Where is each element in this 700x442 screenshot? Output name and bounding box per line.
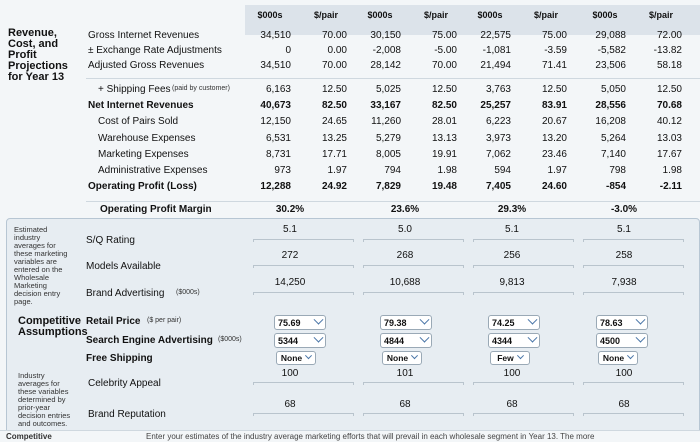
cost-cell: 40.12 — [656, 116, 682, 128]
industry-estimate-slider-tick — [363, 239, 364, 242]
industry-estimate-slider-track — [583, 239, 683, 240]
retail-price-select[interactable] — [596, 315, 648, 330]
industry-estimate-slider-tick — [683, 292, 684, 295]
industry-estimate-slider-track — [473, 292, 573, 293]
industry-estimate-value: 5.1 — [617, 224, 631, 235]
industry-prior-note: Industry averages for these variables determined by prior-year decision entries and outcomes. — [18, 371, 71, 428]
industry-estimate-value: 256 — [503, 250, 521, 261]
revenue-cell: -13.82 — [653, 45, 682, 56]
cost-cell: 17.71 — [321, 148, 347, 160]
industry-prior-value: 68 — [618, 399, 630, 410]
industry-estimate-slider-track — [363, 292, 463, 293]
industry-prior-slider-tick — [363, 382, 364, 385]
competitive-assumptions-title: Competitive Assumptions — [18, 315, 88, 338]
seo-value: 4500 — [600, 335, 621, 346]
column-header: $000s — [367, 10, 393, 20]
cost-row-note: (paid by customer) — [172, 85, 230, 92]
cost-cell: 83.91 — [541, 100, 567, 112]
industry-prior-value: 100 — [503, 368, 521, 379]
cost-row-label: + Shipping Fees — [98, 84, 171, 95]
cost-cell: 12.50 — [656, 84, 682, 95]
industry-estimate-slider-tick — [353, 292, 354, 295]
industry-prior-slider-track — [473, 413, 573, 414]
cost-row-label: Warehouse Expenses — [98, 132, 196, 144]
industry-estimate-slider-tick — [353, 265, 354, 268]
cost-cell: 12,150 — [260, 116, 291, 128]
column-header: $000s — [592, 10, 618, 20]
industry-estimate-slider-tick — [573, 239, 574, 242]
seo-value: 5344 — [278, 335, 299, 346]
cost-cell: 40,673 — [260, 100, 291, 112]
seo-value: 4844 — [384, 335, 405, 346]
retail-price-select[interactable] — [380, 315, 432, 330]
cost-cell: 973 — [274, 165, 291, 176]
industry-estimate-slider-track — [253, 239, 353, 240]
chevron-down-icon — [636, 333, 646, 343]
industry-estimate-slider-tick — [573, 265, 574, 268]
chevron-down-icon — [420, 315, 430, 325]
cost-cell: 25,257 — [480, 100, 511, 112]
free-shipping-value: None — [386, 353, 409, 363]
industry-prior-slider-tick — [353, 413, 354, 416]
column-header: $000s — [257, 10, 283, 20]
cost-cell: 6,223 — [485, 116, 511, 128]
industry-prior-slider-track — [363, 382, 463, 383]
industry-prior-slider-track — [473, 382, 573, 383]
margin-divider — [86, 201, 700, 202]
cost-cell: 23.46 — [541, 148, 567, 160]
seo-select[interactable] — [380, 333, 432, 348]
seo-value: 4344 — [492, 335, 513, 346]
revenue-cell: 75.00 — [541, 30, 567, 41]
cost-row-label: Marketing Expenses — [98, 148, 189, 160]
industry-prior-slider-tick — [583, 382, 584, 385]
cost-cell: 17.67 — [656, 148, 682, 160]
chevron-down-icon — [420, 333, 430, 343]
operating-margin-value: -3.0% — [610, 204, 638, 215]
seo-unit: ($000s) — [218, 336, 242, 343]
free-shipping-value: None — [280, 353, 303, 363]
industry-prior-slider-tick — [463, 413, 464, 416]
industry-estimate-value: 10,688 — [389, 277, 421, 288]
industry-prior-slider-tick — [253, 382, 254, 385]
seo-select[interactable] — [596, 333, 648, 348]
industry-estimate-label: Models Available — [86, 261, 161, 272]
seo-select[interactable] — [274, 333, 326, 348]
industry-estimate-slider-tick — [253, 239, 254, 242]
revenue-cell: 29,088 — [595, 30, 626, 41]
cost-cell: 8,731 — [265, 148, 291, 160]
revenue-cell: 70.00 — [321, 30, 347, 41]
industry-estimate-value: 272 — [281, 250, 299, 261]
cost-cell: 16,208 — [595, 116, 626, 128]
industry-estimate-slider-track — [583, 292, 683, 293]
operating-margin-value: 23.6% — [390, 204, 420, 215]
industry-estimate-slider-tick — [253, 292, 254, 295]
revenue-cell: 58.18 — [656, 60, 682, 71]
industry-estimate-slider-tick — [473, 292, 474, 295]
footer-left-label: Competitive — [6, 432, 52, 441]
industry-estimate-slider-track — [363, 265, 463, 266]
cost-cell: 5,264 — [600, 132, 626, 144]
revenue-cell: 70.00 — [321, 60, 347, 71]
retail-price-value: 79.38 — [384, 317, 407, 328]
industry-estimate-value: 5.1 — [283, 224, 297, 235]
industry-estimate-value: 5.0 — [398, 224, 412, 235]
revenue-row-label: Gross Internet Revenues — [88, 30, 200, 41]
column-header: $/pair — [423, 10, 448, 20]
industry-prior-slider-tick — [573, 382, 574, 385]
cost-cell: 7,062 — [485, 148, 511, 160]
revenue-cell: 0 — [285, 45, 291, 56]
industry-estimate-slider-tick — [583, 292, 584, 295]
cost-cell: 24.60 — [541, 181, 567, 193]
industry-prior-slider-track — [583, 413, 683, 414]
retail-price-value: 75.69 — [278, 317, 301, 328]
retail-price-value: 78.63 — [600, 317, 623, 328]
retail-price-label: Retail Price — [86, 316, 141, 327]
industry-estimate-label: S/Q Rating — [86, 235, 135, 246]
industry-estimate-slider-tick — [253, 265, 254, 268]
revenue-cell: 71.41 — [541, 60, 567, 71]
cost-cell: 3,763 — [485, 84, 511, 95]
revenue-cell: 30,150 — [370, 30, 401, 41]
industry-estimate-slider-track — [253, 292, 353, 293]
industry-prior-slider-tick — [253, 413, 254, 416]
column-header: $/pair — [313, 10, 338, 20]
operating-margin-value: 29.3% — [497, 204, 527, 215]
revenue-cell: 0.00 — [327, 45, 347, 56]
industry-prior-label: Brand Reputation — [88, 409, 166, 420]
revenue-cell: 34,510 — [260, 30, 291, 41]
revenue-section-title: Revenue, Cost, and Profit Projections for Year 13 — [8, 27, 68, 83]
industry-estimate-slider-tick — [463, 239, 464, 242]
industry-prior-slider-tick — [473, 413, 474, 416]
industry-estimate-slider-tick — [683, 265, 684, 268]
revenue-cell: 22,575 — [480, 30, 511, 41]
free-shipping-select[interactable] — [382, 351, 422, 365]
industry-prior-slider-tick — [683, 413, 684, 416]
industry-estimate-value: 5.1 — [505, 224, 519, 235]
revenue-cell: 34,510 — [260, 60, 291, 71]
industry-estimate-slider-tick — [473, 239, 474, 242]
cost-cell: 7,829 — [375, 181, 401, 193]
retail-price-unit: ($ per pair) — [147, 317, 182, 324]
industry-prior-slider-track — [253, 413, 353, 414]
cost-cell: 1.97 — [327, 165, 347, 176]
industry-prior-slider-tick — [683, 382, 684, 385]
industry-estimate-slider-tick — [683, 239, 684, 242]
cost-cell: 7,140 — [600, 148, 626, 160]
seo-label: Search Engine Advertising — [86, 335, 213, 346]
revenue-cell: 75.00 — [431, 30, 457, 41]
cost-cell: 28,556 — [595, 100, 626, 112]
footer-instructions: Enter your estimates of the industry average marketing efforts that will prevail in each wholesale segment in Year 13. The more — [146, 432, 595, 441]
revenue-cell: 70.00 — [431, 60, 457, 71]
cost-cell: 1.98 — [662, 165, 682, 176]
industry-prior-value: 100 — [615, 368, 633, 379]
cost-row-label: Net Internet Revenues — [88, 100, 194, 112]
revenue-cell: 72.00 — [656, 30, 682, 41]
column-header: $/pair — [533, 10, 558, 20]
chevron-down-icon — [305, 352, 312, 359]
industry-prior-slider-tick — [583, 413, 584, 416]
industry-prior-slider-track — [253, 382, 353, 383]
cost-cell: 794 — [384, 165, 401, 176]
industry-prior-value: 68 — [399, 399, 411, 410]
industry-prior-label: Celebrity Appeal — [88, 378, 161, 389]
industry-estimate-value: 268 — [396, 250, 414, 261]
chevron-down-icon — [314, 333, 324, 343]
industry-estimate-slider-track — [473, 239, 573, 240]
operating-margin-value: 30.2% — [275, 204, 305, 215]
cost-cell: 5,279 — [375, 132, 401, 144]
free-shipping-select[interactable] — [598, 351, 638, 365]
cost-cell: 28.01 — [431, 116, 457, 128]
cost-cell: 33,167 — [370, 100, 401, 112]
industry-prior-value: 100 — [281, 368, 299, 379]
cost-row-label: Administrative Expenses — [98, 165, 208, 176]
industry-estimate-slider-tick — [363, 292, 364, 295]
revenue-cell: -5,582 — [597, 45, 626, 56]
industry-estimate-slider-tick — [473, 265, 474, 268]
cost-row-label: Cost of Pairs Sold — [98, 116, 179, 128]
cost-cell: 13.13 — [431, 132, 457, 144]
chevron-down-icon — [528, 315, 538, 325]
industry-prior-slider-tick — [363, 413, 364, 416]
column-header: $/pair — [648, 10, 673, 20]
cost-cell: 13.25 — [321, 132, 347, 144]
industry-estimate-slider-track — [253, 265, 353, 266]
cost-cell: 6,163 — [265, 84, 291, 95]
cost-cell: 594 — [494, 165, 511, 176]
cost-row-label: Operating Profit (Loss) — [88, 181, 197, 193]
industry-estimate-slider-track — [363, 239, 463, 240]
retail-price-select[interactable] — [274, 315, 326, 330]
cost-cell: 20.67 — [541, 116, 567, 128]
free-shipping-select[interactable] — [276, 351, 316, 365]
revenue-cell: -1,081 — [482, 45, 511, 56]
cost-cell: 12.50 — [321, 84, 347, 95]
revenue-cell: -5.00 — [434, 45, 457, 56]
revenue-row-label: ± Exchange Rate Adjustments — [88, 45, 222, 56]
industry-estimate-value: 14,250 — [274, 277, 306, 288]
section-divider — [86, 78, 700, 79]
industry-prior-value: 68 — [506, 399, 518, 410]
industry-prior-value: 68 — [284, 399, 296, 410]
cost-cell: 8,005 — [375, 148, 401, 160]
operating-margin-label: Operating Profit Margin — [100, 204, 212, 215]
cost-cell: 11,260 — [371, 116, 401, 128]
column-header: $000s — [477, 10, 503, 20]
cost-cell: 1.97 — [547, 165, 567, 176]
cost-cell: 5,025 — [375, 84, 401, 95]
cost-cell: 12,288 — [260, 181, 291, 193]
industry-prior-slider-tick — [573, 413, 574, 416]
industry-estimate-unit: ($000s) — [176, 289, 200, 296]
industry-estimate-value: 258 — [615, 250, 633, 261]
industry-estimate-slider-tick — [463, 265, 464, 268]
chevron-down-icon — [528, 333, 538, 343]
industry-prior-slider-tick — [473, 382, 474, 385]
cost-cell: 82.50 — [431, 100, 457, 112]
cost-cell: 24.92 — [321, 181, 347, 193]
retail-price-value: 74.25 — [492, 317, 515, 328]
industry-estimate-slider-track — [583, 265, 683, 266]
cost-cell: 12.50 — [431, 84, 457, 95]
cost-cell: 798 — [609, 165, 626, 176]
industry-estimate-slider-tick — [583, 265, 584, 268]
industry-estimate-slider-track — [473, 265, 573, 266]
cost-cell: 19.48 — [431, 181, 457, 193]
industry-estimate-note: Estimated industry averages for these marketing variables are entered on the Wholesale Marketing decision entry page. — [14, 225, 68, 306]
cost-cell: 70.68 — [656, 100, 682, 112]
cost-cell: 3,973 — [485, 132, 511, 144]
cost-cell: 6,531 — [265, 132, 291, 144]
industry-prior-value: 101 — [396, 368, 414, 379]
chevron-down-icon — [627, 352, 634, 359]
cost-cell: 5,050 — [600, 84, 626, 95]
cost-cell: -2.11 — [659, 181, 682, 193]
cost-cell: 82.50 — [321, 100, 347, 112]
industry-prior-slider-track — [583, 382, 683, 383]
revenue-cell: -3.59 — [544, 45, 567, 56]
industry-estimate-slider-tick — [463, 292, 464, 295]
cost-cell: 13.03 — [656, 132, 682, 144]
cost-cell: 24.65 — [321, 116, 347, 128]
retail-price-select[interactable] — [488, 315, 540, 330]
cost-cell: 13.20 — [541, 132, 567, 144]
industry-estimate-value: 9,813 — [499, 277, 525, 288]
free-shipping-label: Free Shipping — [86, 353, 153, 364]
cost-cell: 7,405 — [485, 181, 511, 193]
revenue-cell: 28,142 — [370, 60, 401, 71]
free-shipping-value: None — [602, 353, 625, 363]
industry-estimate-value: 7,938 — [611, 277, 637, 288]
chevron-down-icon — [314, 315, 324, 325]
cost-cell: -854 — [605, 181, 626, 193]
free-shipping-value: Few — [497, 353, 514, 363]
chevron-down-icon — [411, 352, 418, 359]
industry-prior-slider-tick — [463, 382, 464, 385]
industry-estimate-slider-tick — [363, 265, 364, 268]
chevron-down-icon — [517, 352, 524, 359]
cost-cell: 1.98 — [437, 165, 457, 176]
revenue-cell: 23,506 — [595, 60, 626, 71]
revenue-cell: -2,008 — [372, 45, 401, 56]
industry-estimate-slider-tick — [353, 239, 354, 242]
industry-estimate-slider-tick — [573, 292, 574, 295]
cost-cell: 19.91 — [431, 148, 457, 160]
industry-estimate-slider-tick — [583, 239, 584, 242]
chevron-down-icon — [636, 315, 646, 325]
cost-cell: 12.50 — [541, 84, 567, 95]
seo-select[interactable] — [488, 333, 540, 348]
industry-prior-slider-tick — [353, 382, 354, 385]
industry-prior-slider-track — [363, 413, 463, 414]
revenue-row-label: Adjusted Gross Revenues — [88, 60, 205, 71]
industry-estimate-label: Brand Advertising — [86, 288, 165, 299]
revenue-cell: 21,494 — [480, 60, 511, 71]
free-shipping-select[interactable] — [490, 351, 530, 365]
